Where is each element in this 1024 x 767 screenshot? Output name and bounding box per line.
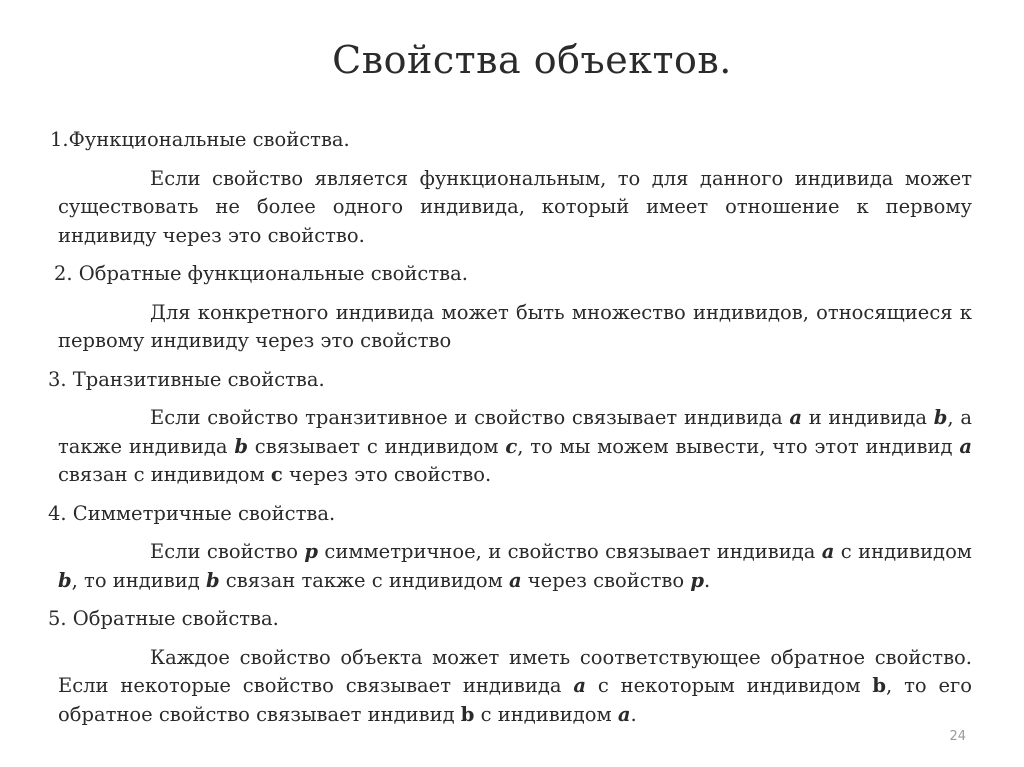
- section-3-heading: 3. Транзитивные свойства.: [48, 367, 325, 391]
- variable-a: a: [508, 568, 522, 592]
- section-5-heading: 5. Обратные свойства.: [48, 607, 279, 630]
- variable-b: b: [460, 702, 475, 726]
- variable-a: a: [821, 540, 835, 563]
- slide-title: Свойства объектов.: [332, 38, 732, 82]
- slide-body: [48, 126, 972, 739]
- section-5-text: Каждое свойство объекта может иметь соответствующее обратное свойство. Если некоторые свойство связывает индивида a с некоторым индивидом b, то его обратное свойство связывает индивид b с индивидом a.: [58, 645, 972, 726]
- variable-a: a: [959, 434, 972, 458]
- page-number: 24: [949, 729, 966, 744]
- section-4-text: Если свойство p симметричное, и свойство связывает индивида a с индивидом b, то индивид b связан также с индивидом a через свойство p.: [58, 540, 972, 592]
- variable-a: a: [617, 702, 631, 726]
- section-2-heading: 2. Обратные функциональные свойства.: [54, 262, 468, 285]
- variable-b: b: [234, 434, 248, 458]
- variable-p: p: [304, 540, 319, 563]
- variable-b: b: [933, 406, 948, 429]
- section-2-text: Для конкретного индивида может быть множество индивидов, относящиеся к первому индивиду через это свойство: [58, 300, 972, 352]
- variable-b: b: [872, 674, 887, 697]
- variable-a: a: [789, 406, 802, 429]
- variable-c: c: [270, 463, 283, 486]
- variable-c: c: [505, 434, 518, 458]
- variable-b: b: [58, 568, 72, 592]
- variable-b: b: [205, 568, 220, 592]
- section-1-text: Если свойство является функциональным, то для данного индивида может существовать не более одного индивида, который имеет отношение к первому индивиду через это свойство.: [58, 166, 972, 247]
- section-3-text: Если свойство транзитивное и свойство связывает индивида a и индивида b, а также индивида b связывает с индивидом c, то мы можем вывести, что этот индивид a связан с индивидом c через это свойство.: [58, 406, 972, 486]
- variable-a: a: [573, 674, 586, 697]
- variable-p: p: [690, 568, 704, 592]
- section-1-heading: 1.Функциональные свойства.: [50, 128, 350, 151]
- section-4-heading: 4. Симметричные свойства.: [48, 501, 336, 525]
